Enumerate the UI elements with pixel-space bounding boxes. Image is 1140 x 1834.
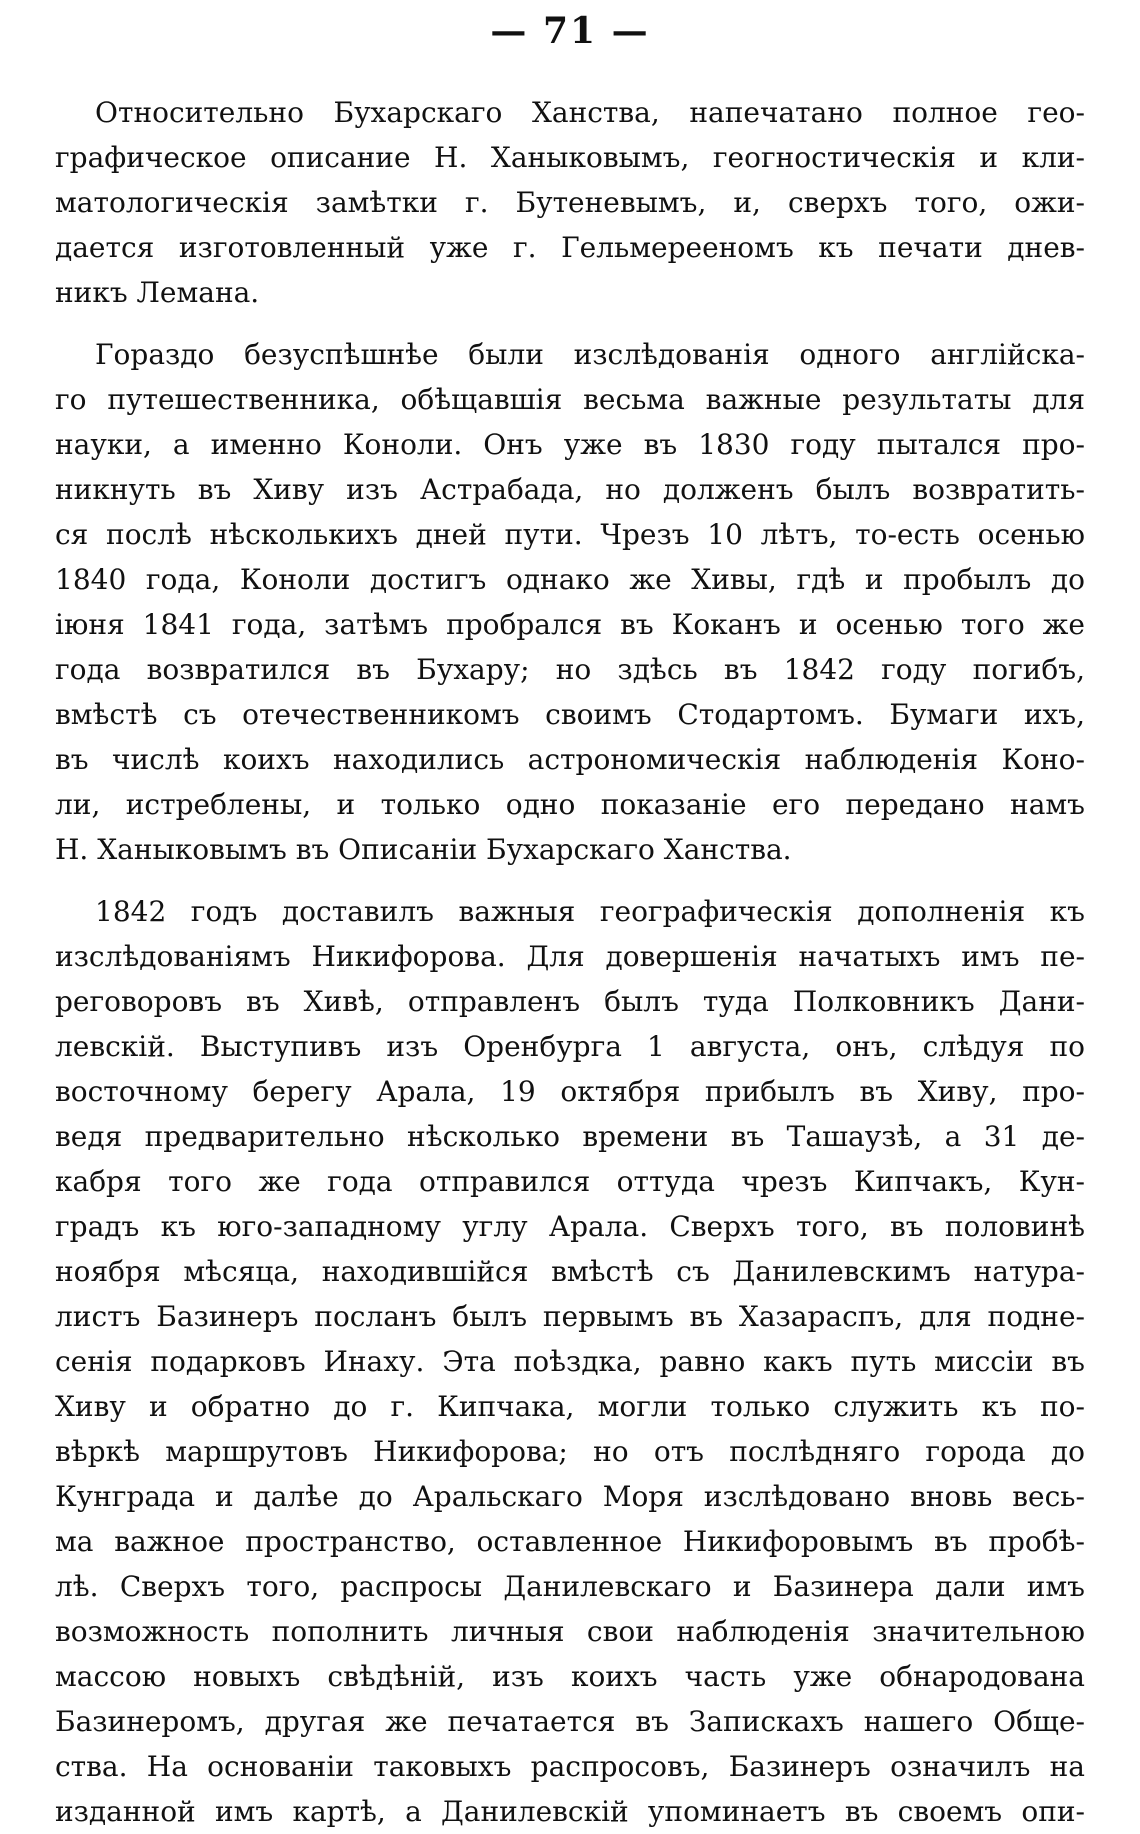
text-line: лѣ. Сверхъ того, распросы Данилевскаго и Базинера дали имъ: [55, 1570, 1085, 1603]
text-line: Хиву и обратно до г. Кипчака, могли только служить къ по-: [55, 1390, 1085, 1423]
text-line: Н. Ханыковымъ въ Описаніи Бухарскаго Ханства.: [55, 833, 792, 866]
paragraph-1: [55, 90, 1085, 315]
text-line: кабря того же года отправился оттуда чрезъ Кипчакъ, Кун-: [55, 1165, 1085, 1198]
page-number: — 71 —: [490, 10, 650, 52]
text-line: ства. На основаніи таковыхъ распросовъ, Базинеръ означилъ на: [55, 1750, 1085, 1783]
text-line: никнуть въ Хиву изъ Астрабада, но долженъ былъ возвратить-: [55, 473, 1085, 506]
text-line: вмѣстѣ съ отечественникомъ своимъ Стодартомъ. Бумаги ихъ,: [55, 698, 1085, 731]
text-line: Гораздо безуспѣшнѣе были изслѣдованія одного англійска-: [95, 338, 1085, 371]
text-line: іюня 1841 года, затѣмъ пробрался въ Коканъ и осенью того же: [55, 608, 1085, 641]
text-line: вѣркѣ маршрутовъ Никифорова; но отъ послѣдняго города до: [55, 1435, 1085, 1468]
text-line: года возвратился въ Бухару; но здѣсь въ 1842 году погибъ,: [55, 653, 1085, 686]
text-line: ся послѣ нѣсколькихъ дней пути. Чрезъ 10 лѣтъ, то-есть осенью: [55, 518, 1085, 551]
text-line: листъ Базинеръ посланъ былъ первымъ въ Хазараспъ, для поднe-: [55, 1300, 1085, 1333]
text-line: Относительно Бухарскаго Ханства, напечатано полное гео-: [95, 96, 1085, 129]
text-line: дается изготовленный уже г. Гельмерееномъ къ печати днев-: [55, 231, 1085, 264]
text-line: го путешественника, обѣщавшія весьма важные результаты для: [55, 383, 1085, 416]
text-line: Базинеромъ, другая же печатается въ Запискахъ нашего Обще-: [55, 1705, 1085, 1738]
text-line: ведя предварительно нѣсколько времени въ Ташаузѣ, а 31 де-: [55, 1120, 1085, 1153]
text-line: матологическія замѣтки г. Бутеневымъ, и, сверхъ того, ожи-: [55, 186, 1085, 219]
text-line: ли, истреблены, и только одно показаніе его передано намъ: [55, 788, 1085, 821]
paragraph-2: [55, 332, 1085, 872]
text-line: левскій. Выступивъ изъ Оренбурга 1 августа, онъ, слѣдуя по: [55, 1030, 1085, 1063]
text-line: ма важное пространство, оставленное Никифоровымъ въ пробѣ-: [55, 1525, 1085, 1558]
text-line: реговоровъ въ Хивѣ, отправленъ былъ туда Полковникъ Дани-: [55, 985, 1085, 1018]
text-line: изданной имъ картѣ, а Данилевскій упоминаетъ въ своемъ опи-: [55, 1795, 1085, 1828]
text-line: никъ Лемана.: [55, 276, 260, 309]
text-line: Кунграда и далѣе до Аральскаго Моря изслѣдовано вновь весь-: [55, 1480, 1085, 1513]
text-line: 1842 годъ доставилъ важныя географическія дополненія къ: [95, 895, 1085, 928]
text-line: сенія подарковъ Инаху. Эта поѣздка, равно какъ путь миссіи въ: [55, 1345, 1085, 1378]
text-line: 1840 года, Коноли достигъ однако же Хивы, гдѣ и пробылъ до: [55, 563, 1085, 596]
text-line: восточному берегу Арала, 19 октября прибылъ въ Хиву, про-: [55, 1075, 1085, 1108]
text-line: возможность пополнить личныя свои наблюденія значительною: [55, 1615, 1085, 1648]
text-line: въ числѣ коихъ находились астрономическія наблюденія Коно-: [55, 743, 1085, 776]
text-line: изслѣдованіямъ Никифорова. Для довершенія начатыхъ имъ пе-: [55, 940, 1085, 973]
body-text: [55, 90, 1085, 1834]
text-line: градъ къ юго-западному углу Арала. Сверхъ того, въ половинѣ: [55, 1210, 1085, 1243]
text-line: массою новыхъ свѣдѣній, изъ коихъ часть уже обнародована: [55, 1660, 1085, 1693]
paragraph-3: [55, 889, 1085, 1834]
paragraph-gap: [55, 315, 1085, 332]
text-line: науки, а именно Коноли. Онъ уже въ 1830 году пытался про-: [55, 428, 1085, 461]
text-line: графическое описание Н. Ханыковымъ, геогностическія и кли-: [55, 141, 1085, 174]
paragraph-gap: [55, 872, 1085, 889]
text-line: ноября мѣсяца, находившійся вмѣстѣ съ Данилевскимъ натура-: [55, 1255, 1085, 1288]
